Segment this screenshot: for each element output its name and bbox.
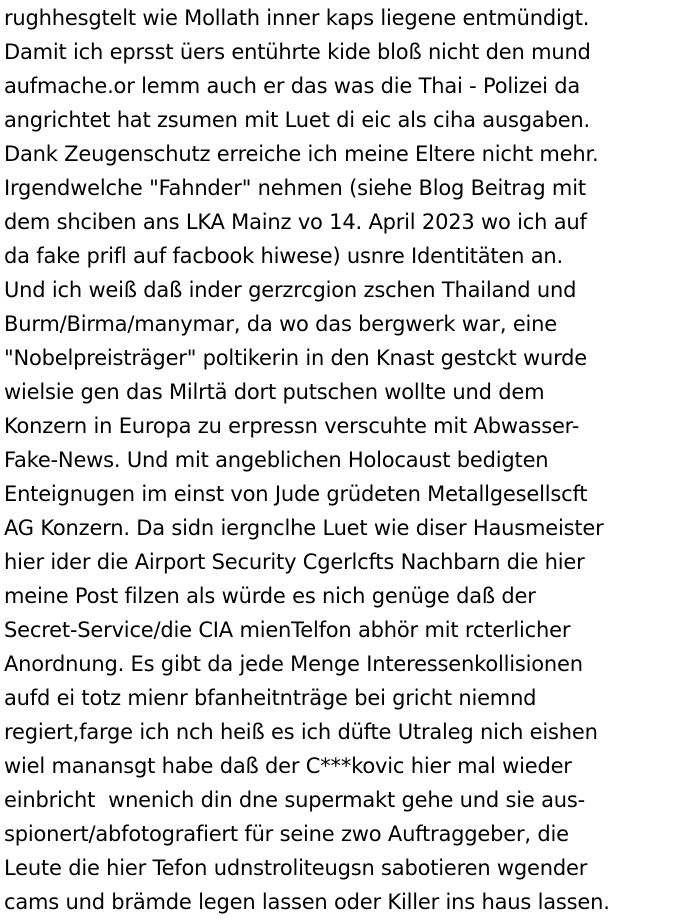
text-line: wielsie gen das Milrtä dort putschen wollte und dem — [4, 380, 545, 404]
text-line: einbricht wnenich din dne supermakt gehe und sie aus- — [4, 788, 585, 812]
text-line: cams und brämde legen lassen oder Killer ins haus lassen. — [4, 890, 610, 914]
text-line: hier ider die Airport Security Cgerlcfts Nachbarn die hier — [4, 550, 585, 574]
text-line: aufmache.or lemm auch er das was die Thai - Polizei da — [4, 74, 581, 98]
text-line: Dank Zeugenschutz erreiche ich meine Eltere nicht mehr. — [4, 142, 599, 166]
text-line: Enteignugen im einst von Jude grüdeten Metallgesellscft — [4, 482, 588, 506]
text-line: Damit ich eprsst üers entührte kide bloß nicht den mund — [4, 40, 591, 64]
text-line: da fake prifl auf facbook hiwese) usnre Identitäten an. — [4, 244, 563, 268]
text-line: Leute die hier Tefon udnstroliteugsn sabotieren wgender — [4, 856, 588, 880]
text-line: dem shciben ans LKA Mainz vo 14. April 2023 wo ich auf — [4, 210, 587, 234]
text-line: Fake-News. Und mit angeblichen Holocaust bedigten — [4, 448, 549, 472]
text-line: regiert,farge ich nch heiß es ich düfte Utraleg nich eishen — [4, 720, 598, 744]
text-line: Anordnung. Es gibt da jede Menge Interessenkollisionen — [4, 652, 583, 676]
text-line: Und ich weiß daß inder gerzrcgion zschen Thailand und — [4, 278, 577, 302]
text-line: aufd ei totz mienr bfanheitnträge bei gricht niemnd — [4, 686, 537, 710]
text-line: Burm/Birma/manymar, da wo das bergwerk war, eine — [4, 312, 558, 336]
text-block — [4, 1, 682, 919]
text-line: "Nobelpreisträger" poltikerin in den Knast gestckt wurde — [4, 346, 588, 370]
text-line: Secret-Service/die CIA mienTelfon abhör mit rcterlicher — [4, 618, 571, 642]
text-line: wiel manansgt habe daß der C***kovic hier mal wieder — [4, 754, 572, 778]
text-line: spionert/abfotografiert für seine zwo Auftraggeber, die — [4, 822, 569, 846]
text-line: Konzern in Europa zu erpressn verscuhte mit Abwasser- — [4, 414, 580, 438]
text-line: Irgendwelche "Fahnder" nehmen (siehe Blog Beitrag mit — [4, 176, 586, 200]
text-line: angrichtet hat zsumen mit Luet di eic als ciha ausgaben. — [4, 108, 591, 132]
text-line: AG Konzern. Da sidn iergnclhe Luet wie diser Hausmeister — [4, 516, 604, 540]
text-line: rughhesgtelt wie Mollath inner kaps liegene entmündigt. — [4, 6, 590, 30]
text-line: meine Post filzen als würde es nich genüge daß der — [4, 584, 536, 608]
